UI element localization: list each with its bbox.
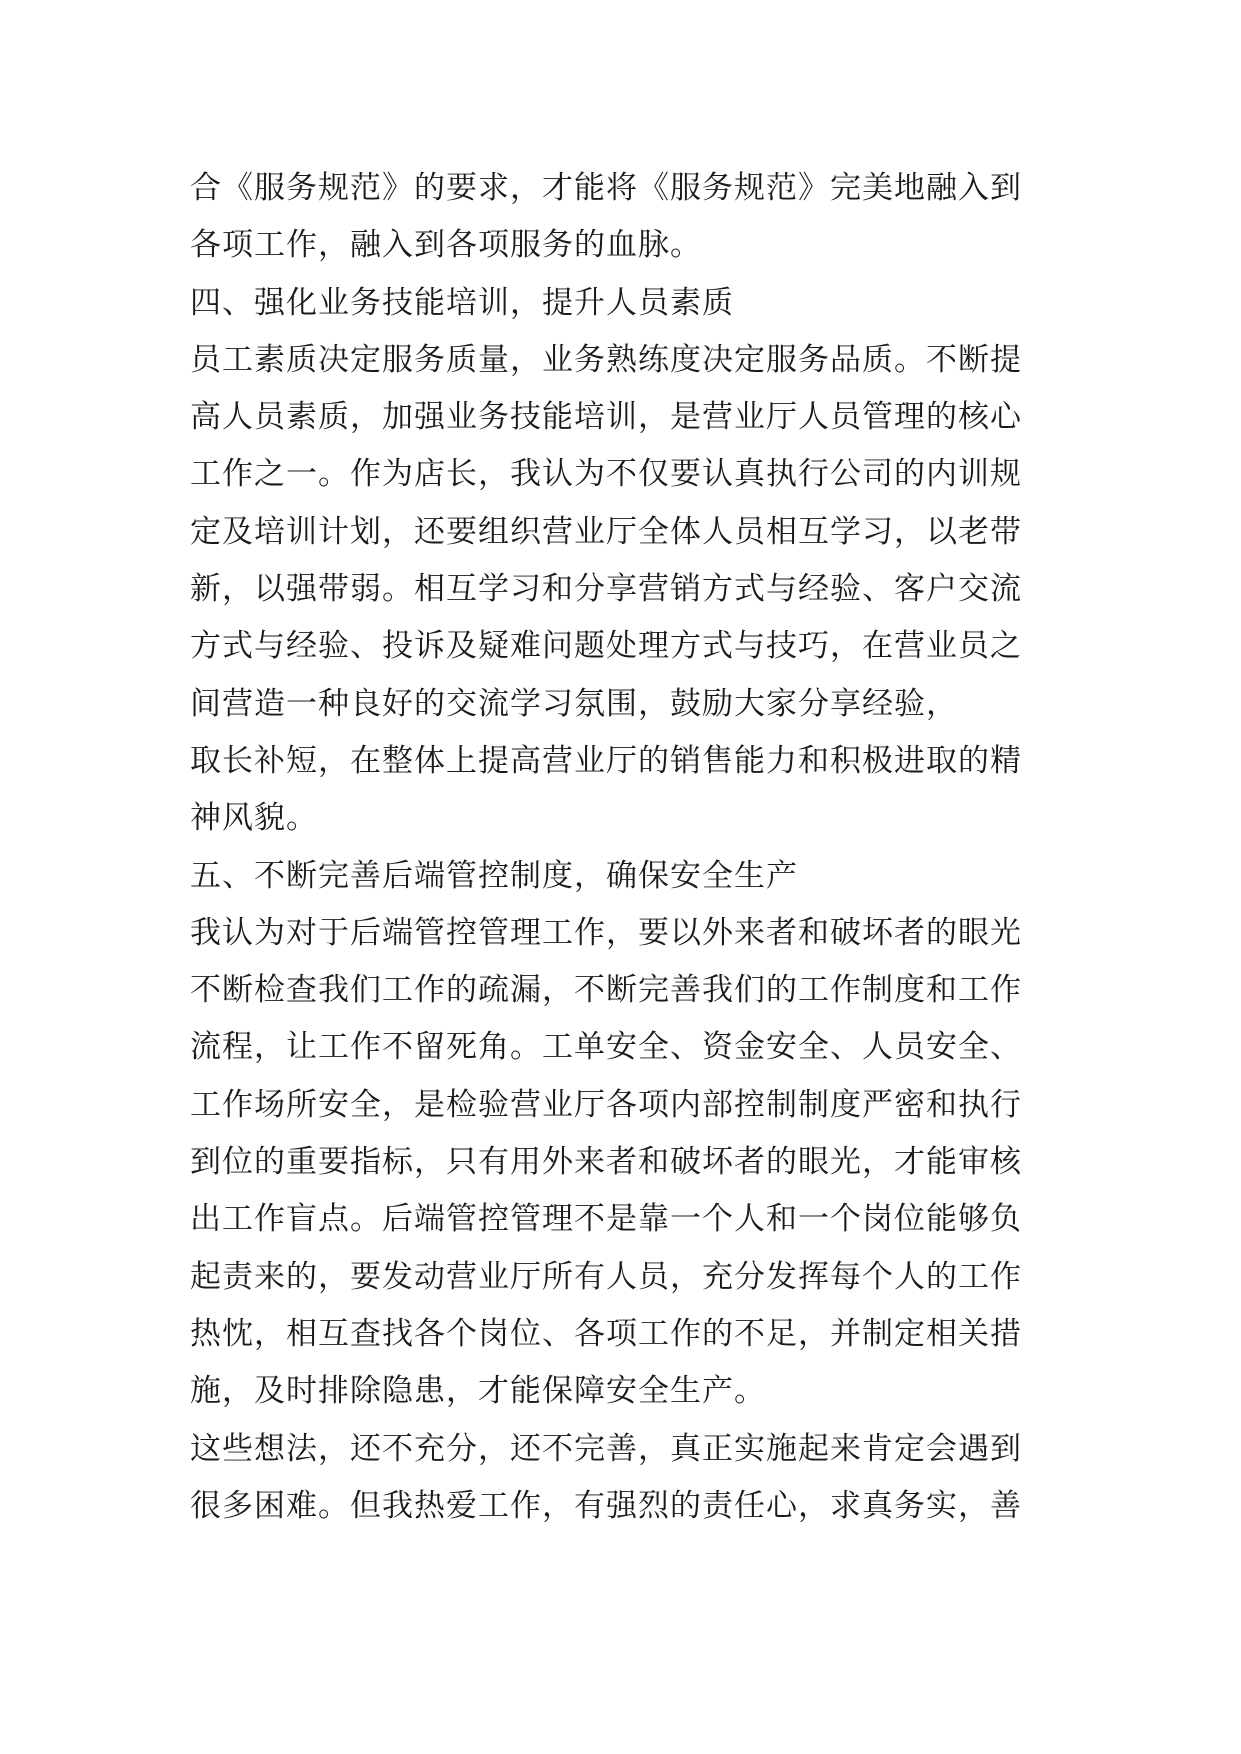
text-line: 流程，让工作不留死角。工单安全、资金安全、人员安全、 — [190, 1029, 1022, 1066]
text-line: 工作场所安全，是检验营业厅各项内部控制制度严密和执行 — [190, 1086, 1022, 1123]
text-line: 员工素质决定服务质量，业务熟练度决定服务品质。不断提 — [190, 341, 1022, 378]
text-line: 工作之一。作为店长，我认为不仅要认真执行公司的内训规 — [190, 456, 1022, 493]
text-line: 方式与经验、投诉及疑难问题处理方式与技巧，在营业员之 — [190, 628, 1022, 665]
text-line: 到位的重要指标，只有用外来者和破坏者的眼光，才能审核 — [190, 1144, 1022, 1181]
text-line: 高人员素质，加强业务技能培训，是营业厅人员管理的核心 — [190, 399, 1022, 436]
text-line: 出工作盲点。后端管控管理不是靠一个人和一个岗位能够负 — [190, 1201, 1022, 1238]
text-line: 很多困难。但我热爱工作，有强烈的责任心，求真务实，善 — [190, 1487, 1022, 1524]
text-line: 神风貌。 — [190, 800, 318, 837]
section-heading: 五、不断完善后端管控制度，确保安全生产 — [190, 857, 798, 894]
text-line: 定及培训计划，还要组织营业厅全体人员相互学习，以老带 — [190, 513, 1022, 550]
section-heading: 四、强化业务技能培训，提升人员素质 — [190, 284, 734, 321]
text-line: 施，及时排除隐患，才能保障安全生产。 — [190, 1373, 766, 1410]
text-line: 间营造一种良好的交流学习氛围，鼓励大家分享经验， — [190, 685, 958, 722]
text-line: 热忱，相互查找各个岗位、各项工作的不足，并制定相关措 — [190, 1315, 1022, 1352]
text-line: 合《服务规范》的要求，才能将《服务规范》完美地融入到 — [190, 170, 1022, 206]
text-line: 新，以强带弱。相互学习和分享营销方式与经验、客户交流 — [190, 571, 1022, 608]
text-line: 不断检查我们工作的疏漏，不断完善我们的工作制度和工作 — [190, 972, 1022, 1009]
text-line: 各项工作，融入到各项服务的血脉。 — [190, 227, 702, 264]
text-line: 取长补短，在整体上提高营业厅的销售能力和积极进取的精 — [190, 742, 1022, 779]
text-line: 这些想法，还不充分，还不完善，真正实施起来肯定会遇到 — [190, 1430, 1022, 1467]
document-body — [190, 160, 1090, 1535]
text-line: 我认为对于后端管控管理工作，要以外来者和破坏者的眼光 — [190, 914, 1022, 951]
text-line: 起责来的，要发动营业厅所有人员，充分发挥每个人的工作 — [190, 1258, 1022, 1295]
